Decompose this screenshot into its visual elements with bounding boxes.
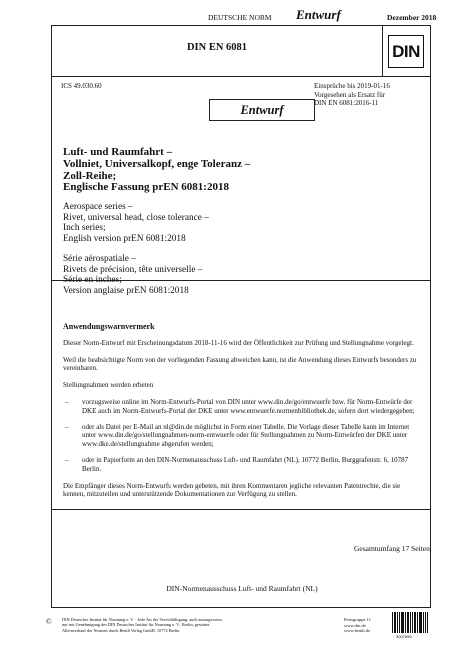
issuing-committee: DIN-Normenausschuss Luft- und Raumfahrt (NL) xyxy=(166,584,318,593)
issue-date: Dezember 2018 xyxy=(387,13,437,22)
document-frame xyxy=(51,25,431,608)
warning-section xyxy=(63,323,423,507)
din-logo: DIN xyxy=(388,35,424,68)
total-pages: Gesamtumfang 17 Seiten xyxy=(354,544,430,553)
warning-paragraph: Stellungnahmen werden erbeten xyxy=(63,381,154,390)
draft-label-header: Entwurf xyxy=(296,7,341,22)
copyright-text: DIN Deutsches Institut für Normung e. V. · Jede Art der Vervielfältigung, auch auszugsweise, nur mit Genehmigung des DIN Deutsches Institut für Normung e. V., Berlin, gestattet. Alleinverkauf der Normen durch Beuth Verlag GmbH, 10772 Berlin xyxy=(62,617,223,633)
warning-paragraph: Weil die beabsichtigte Norm von der vorliegenden Fassung abweichen kann, ist die Anwendung dieses Entwurfs besonders zu vereinbaren. xyxy=(63,355,417,373)
price-group: Preisgruppe 11 www.din.de www.beuth.de xyxy=(344,617,371,633)
ics-code: ICS 49.030.60 xyxy=(61,82,102,90)
title-german: Luft- und Raumfahrt – Vollniet, Universalkopf, enge Toleranz – Zoll-Reihe; Englische Fassung prEN 6081:2018 xyxy=(63,146,251,194)
document-number: DIN EN 6081 xyxy=(186,42,248,53)
objections-info: Einsprüche bis 2019-01-16 Vorgesehen als Ersatz für DIN EN 6081:2016-11 xyxy=(314,82,390,107)
warning-heading: Anwendungswarnvermerk xyxy=(63,322,155,331)
draft-box: Entwurf xyxy=(209,99,315,121)
norm-label: DEUTSCHE NORM xyxy=(208,13,272,22)
barcode-icon xyxy=(392,612,428,633)
divider xyxy=(382,26,383,76)
divider xyxy=(52,509,430,510)
list-item: – oder als Datei per E-Mail an nl@din.de möglichst in Form einer Tabelle. Die Vorlage dieser Tabelle kann im Internet unter www.din.de/go/stellungnahmen-norm-entwuerfe oder für Stellungnahmen zu Norm-Entwürfen der DKE unter www.dke.de/stellungnahme abgerufen werden; xyxy=(65,422,410,449)
divider xyxy=(52,76,430,77)
warning-paragraph: Die Empfänger dieses Norm-Entwurfs werden gebeten, mit ihren Kommentaren jegliche relevanten Patentrechte, die sie kennen, mitzuteilen und unterstützende Dokumentationen zur Verfügung zu stellen. xyxy=(63,481,401,499)
title-english: Aerospace series – Rivet, universal head, close tolerance – Inch series; English version prEN 6081:2018 xyxy=(63,202,209,244)
title-french: Série aérospatiale – Rivets de précision, tête universelle – Série en inches; Version anglaise prEN 6081:2018 xyxy=(63,254,203,296)
list-item: – vorzugsweise online im Norm-Entwurfs-Portal von DIN unter www.din.de/go/entwuerfe bzw. für Norm-Entwürfe der DKE auch im Norm-Entwurfs-Portal der DKE unter www.entwuerfe.normenbibliothek.de, sofern dort wiedergegeben; xyxy=(65,397,415,415)
warning-paragraph: Dieser Norm-Entwurf mit Erscheinungsdatum 2018-11-16 wird der Öffentlichkeit zur Prüfung und Stellungnahme vorgelegt. xyxy=(63,338,414,347)
copyright-symbol: © xyxy=(46,617,52,626)
list-item: – oder in Papierform an den DIN-Normenausschuss Luft- und Raumfahrt (NL), 10772 Berlin, Burggrafenstr. 6, 10787 Berlin. xyxy=(65,455,409,473)
barcode-number: 3007659 xyxy=(396,634,412,639)
